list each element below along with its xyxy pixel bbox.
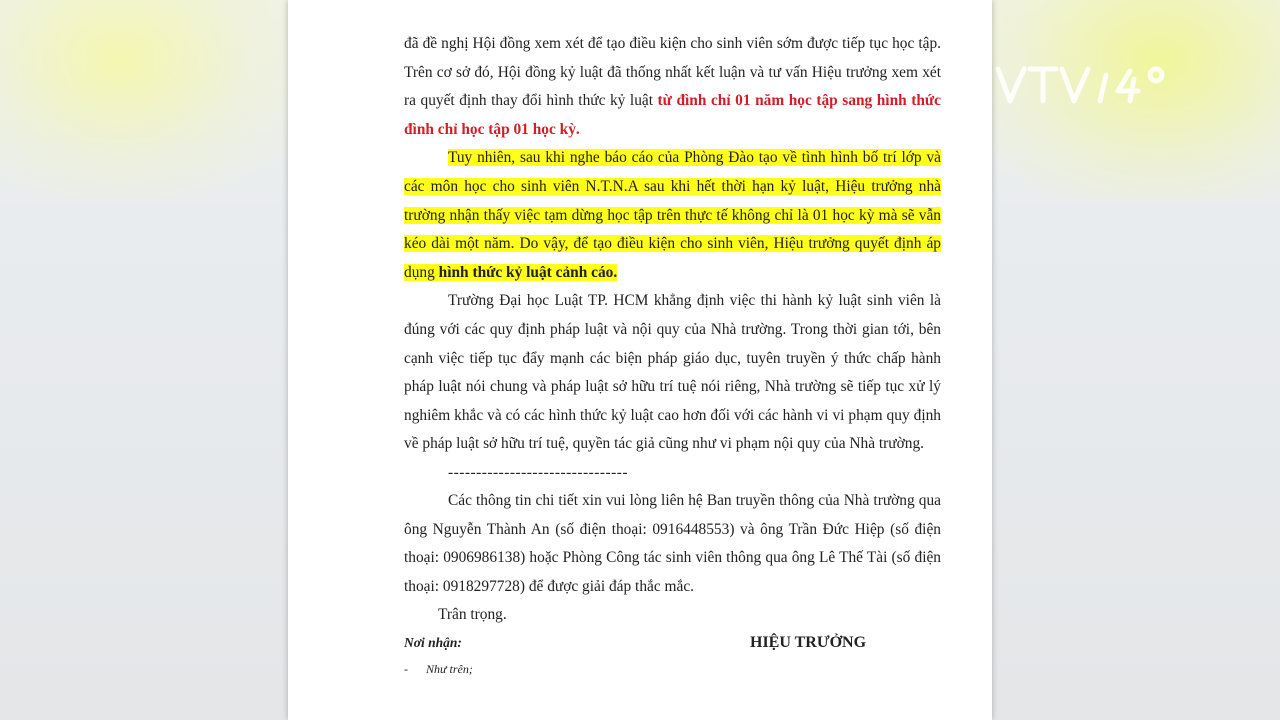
highlighted-text: Tuy nhiên, sau khi nghe báo cáo của Phòng Đào tạo về tình hình bố trí lớp và các môn học cho sinh viên N.T.N.A sau khi hết thời hạn kỷ luật, Hiệu trưởng nhà trường nhận thấy việc tạm dừng học tập trên thực tế không chỉ là 01 học kỳ mà sẽ vẫn kéo dài một năm. Do vậy, để tạo điều kiện cho sinh viên, Hiệu trưởng quyết định áp dụng [404, 149, 941, 281]
signer-title: HIỆU TRƯỞNG [750, 634, 867, 652]
document-page [288, 0, 992, 720]
background-glow-left [0, 0, 300, 200]
paragraph-decision-change [404, 30, 941, 144]
paragraph-highlighted [404, 144, 941, 287]
broadcaster-logo-icon [990, 55, 1180, 115]
paragraph-text: đã đề nghị Hội đồng xem xét để tạo điều kiện cho sinh viên sớm được tiếp tục học tập. Trên cơ sở đó, Hội đồng kỷ luật đã thống nhất kết luận và tư vấn Hiệu trưởng xem xét ra quyết định thay đổi hình thức kỷ luật [404, 35, 941, 110]
closing-greeting: Trân trọng. [438, 606, 507, 624]
signature-row [404, 629, 941, 657]
highlighted-bold-text: hình thức kỷ luật cảnh cáo. [438, 263, 618, 281]
paragraph-contact-info: Các thông tin chi tiết xin vui lòng liên hệ Ban truyền thông của Nhà trường qua ông Nguyễn Thành An (số điện thoại: 0916448553) và ông Trần Đức Hiệp (số điện thoại: 0906986138) hoặc Phòng Công tác sinh viên thông qua ông Lê Thế Tài (số điện thoại: 0918297728) để được giải đáp thắc mắc. [404, 491, 941, 595]
document-body [404, 30, 941, 681]
recipient-dash: - [404, 662, 408, 677]
recipients-label: Nơi nhận: [404, 635, 462, 651]
paragraph-university-statement: Trường Đại học Luật TP. HCM khẳng định việc thi hành kỷ luật sinh viên là đúng với các quy định pháp luật và nội quy của Nhà trường. Trong thời gian tới, bên cạnh việc tiếp tục đẩy mạnh các biện pháp giáo dục, tuyên truyền ý thức chấp hành pháp luật nói chung và pháp luật sở hữu trí tuệ nói riêng, Nhà trường sẽ tiếp tục xử lý nghiêm khắc và có các hình thức kỷ luật cao hơn đối với các hành vi vi phạm quy định về pháp luật sở hữu trí tuệ, quyền tác giả cũng như vi phạm nội quy của Nhà trường. [404, 292, 941, 453]
recipient-item [404, 657, 941, 681]
recipient-text: Như trên; [426, 662, 473, 677]
separator-line: -------------------------------- [448, 463, 629, 481]
emphasis-red-text: từ đình chỉ 01 năm học tập sang hình thức đình chỉ học tập 01 học kỳ. [404, 92, 941, 138]
